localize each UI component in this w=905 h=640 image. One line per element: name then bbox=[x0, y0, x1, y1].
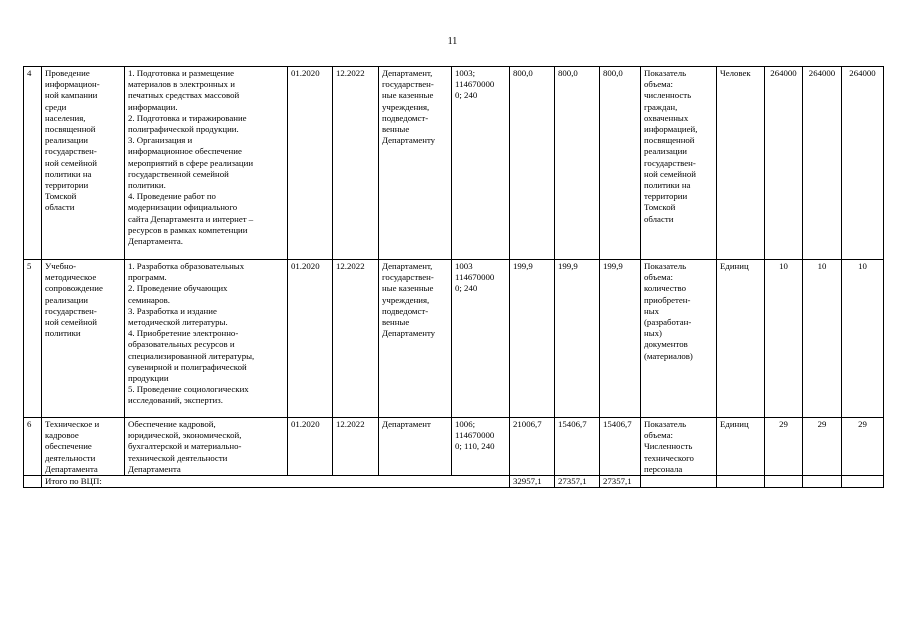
executor: Департамент bbox=[379, 418, 452, 476]
indicator-year-1: 29 bbox=[765, 418, 803, 476]
total-row bbox=[24, 476, 884, 488]
page-number: 11 bbox=[447, 36, 458, 47]
indicator: Показатель объема: численность граждан, охваченных информацией, посвященной реализации государствен- ной семейной политики на территории Томской области bbox=[641, 67, 717, 260]
activity-name: Проведение информацион- ной кампании среди населения, посвященной реализации государствен- ной семейной политики на территории Томской области bbox=[42, 67, 125, 260]
start-date: 01.2020 bbox=[288, 260, 333, 418]
total-year-2: 27357,1 bbox=[555, 476, 600, 488]
executor: Департамент, государствен- ные казенные учреждения, подведомст- венные Департаменту bbox=[379, 260, 452, 418]
total-empty-cell bbox=[641, 476, 717, 488]
unit: Единиц bbox=[717, 260, 765, 418]
total-label: Итого по ВЦП: bbox=[42, 476, 510, 488]
activity-actions: Обеспечение кадровой, юридической, экономической, бухгалтерской и материально- технической деятельности Департамента bbox=[125, 418, 288, 476]
start-date: 01.2020 bbox=[288, 418, 333, 476]
total-year-1: 32957,1 bbox=[510, 476, 555, 488]
activity-actions: 1. Подготовка и размещение материалов в электронных и печатных средствах массовой информации. 2. Подготовка и тиражирование полиграфической продукции. 3. Организация и информационное обеспечение мероприятий в сфере реализации государственной семейной политики. 4. Проведение работ по модернизации официального сайта Департамента и интернет – ресурсов в рамках компетенции Департамента. bbox=[125, 67, 288, 260]
funding-year-3: 199,9 bbox=[600, 260, 641, 418]
indicator: Показатель объема: количество приобретен- ных (разработан- ных) документов (материалов) bbox=[641, 260, 717, 418]
budget-code: 1003 114670000 0; 240 bbox=[452, 260, 510, 418]
funding-year-1: 199,9 bbox=[510, 260, 555, 418]
indicator-year-1: 10 bbox=[765, 260, 803, 418]
row-number: 4 bbox=[24, 67, 42, 260]
table-row bbox=[24, 418, 884, 476]
funding-year-2: 199,9 bbox=[555, 260, 600, 418]
program-activities-table bbox=[23, 66, 884, 488]
indicator-year-3: 264000 bbox=[842, 67, 884, 260]
end-date: 12.2022 bbox=[333, 67, 379, 260]
end-date: 12.2022 bbox=[333, 418, 379, 476]
end-date: 12.2022 bbox=[333, 260, 379, 418]
total-spacer bbox=[24, 476, 42, 488]
activity-actions: 1. Разработка образовательных программ. 2. Проведение обучающих семинаров. 3. Разработка и издание методической литературы. 4. Приобретение электронно- образовательных ресурсов и специализированной литературы, сувенирной и полиграфической продукции 5. Проведение социологических исследований, экспертиз. bbox=[125, 260, 288, 418]
funding-year-2: 15406,7 bbox=[555, 418, 600, 476]
total-empty-cell bbox=[717, 476, 765, 488]
funding-year-2: 800,0 bbox=[555, 67, 600, 260]
indicator-year-1: 264000 bbox=[765, 67, 803, 260]
activity-name: Техническое и кадровое обеспечение деятельности Департамента bbox=[42, 418, 125, 476]
budget-code: 1003; 114670000 0; 240 bbox=[452, 67, 510, 260]
unit: Человек bbox=[717, 67, 765, 260]
indicator-year-2: 264000 bbox=[803, 67, 842, 260]
total-empty-cell bbox=[765, 476, 803, 488]
indicator-year-3: 10 bbox=[842, 260, 884, 418]
row-number: 6 bbox=[24, 418, 42, 476]
funding-year-3: 15406,7 bbox=[600, 418, 641, 476]
total-empty-cell bbox=[803, 476, 842, 488]
funding-year-3: 800,0 bbox=[600, 67, 641, 260]
indicator: Показатель объема: Численность технического персонала bbox=[641, 418, 717, 476]
indicator-year-2: 10 bbox=[803, 260, 842, 418]
total-empty-cell bbox=[842, 476, 884, 488]
indicator-year-2: 29 bbox=[803, 418, 842, 476]
funding-year-1: 21006,7 bbox=[510, 418, 555, 476]
row-number: 5 bbox=[24, 260, 42, 418]
activity-name: Учебно- методическое сопровождение реализации государствен- ной семейной политики bbox=[42, 260, 125, 418]
executor: Департамент, государствен- ные казенные учреждения, подведомст- венные Департаменту bbox=[379, 67, 452, 260]
table-row bbox=[24, 260, 884, 418]
total-year-3: 27357,1 bbox=[600, 476, 641, 488]
start-date: 01.2020 bbox=[288, 67, 333, 260]
table-row bbox=[24, 67, 884, 260]
unit: Единиц bbox=[717, 418, 765, 476]
budget-code: 1006; 114670000 0; 110, 240 bbox=[452, 418, 510, 476]
funding-year-1: 800,0 bbox=[510, 67, 555, 260]
indicator-year-3: 29 bbox=[842, 418, 884, 476]
